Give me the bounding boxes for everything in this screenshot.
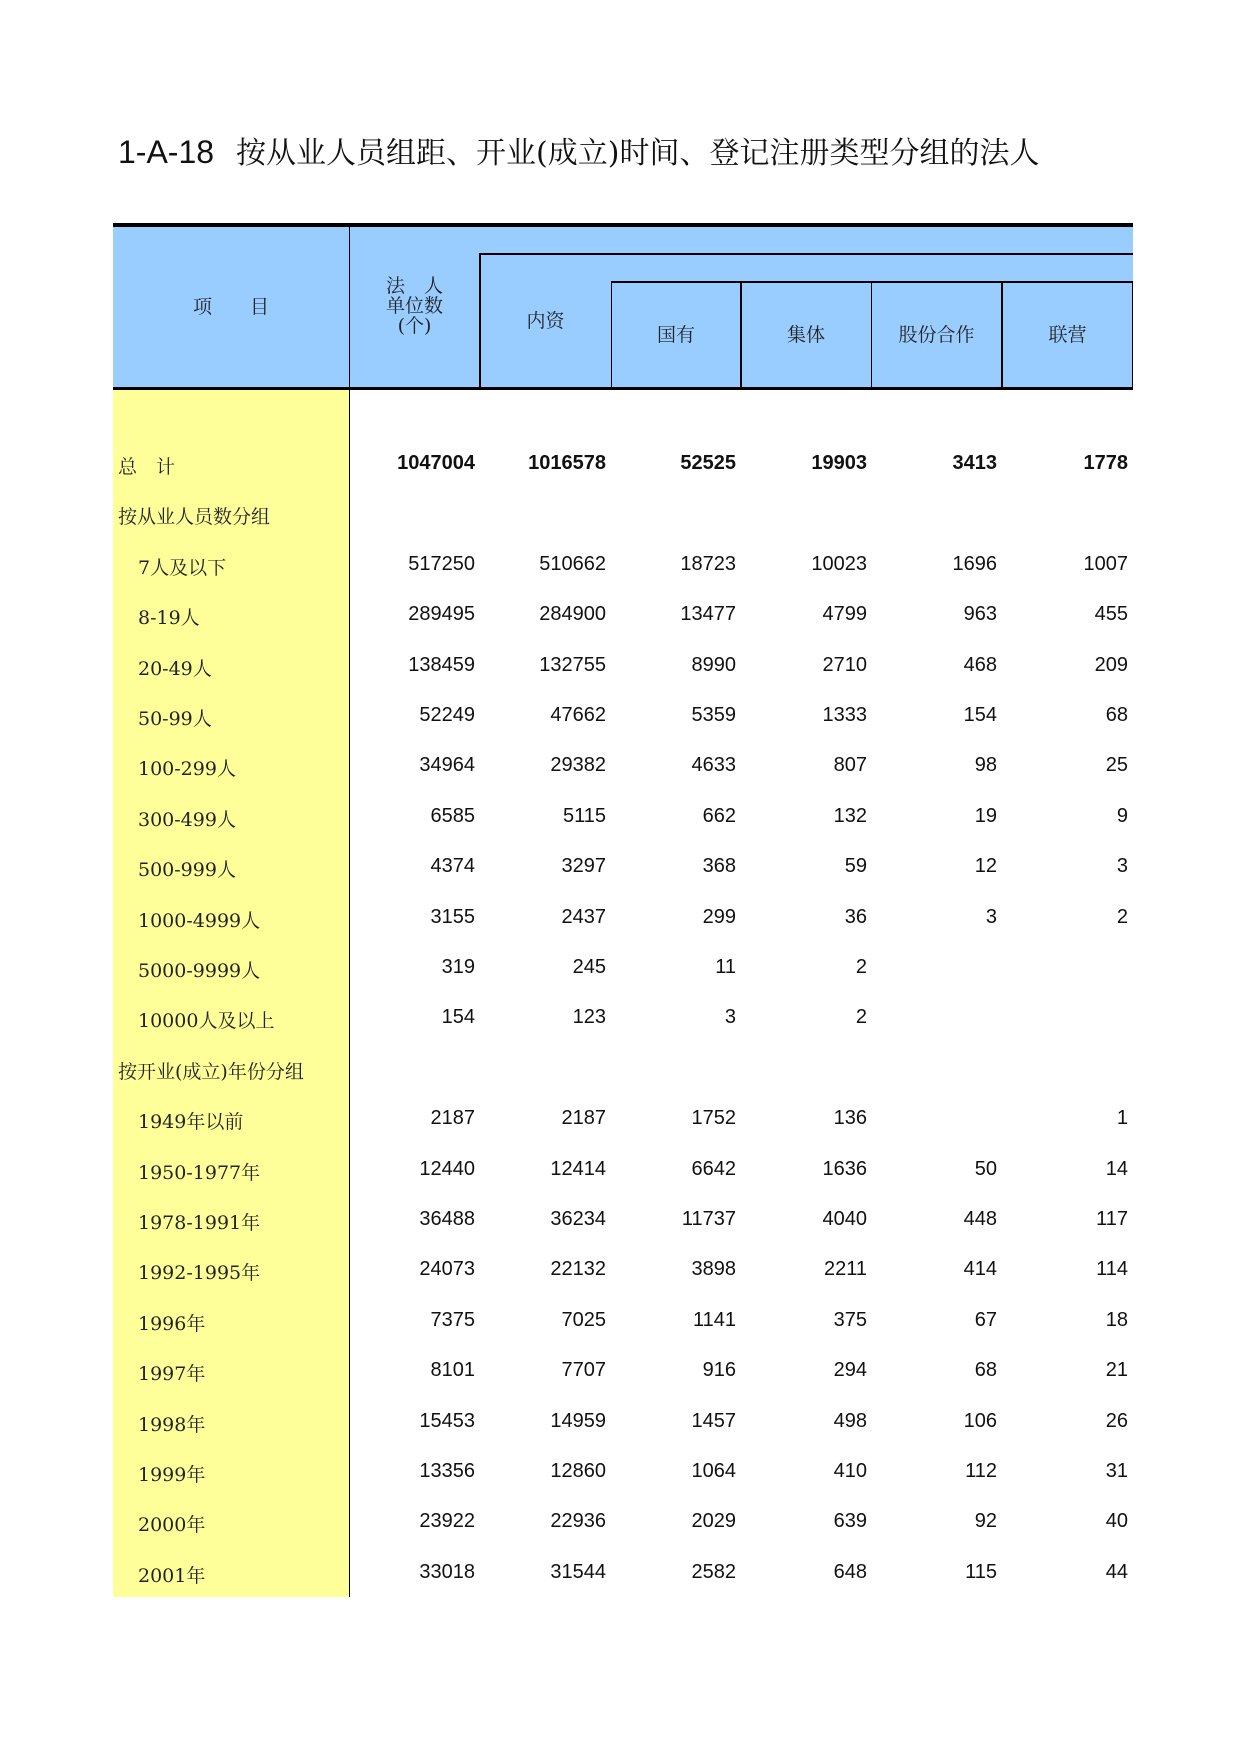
- table-row: [113, 1510, 1133, 1540]
- cell-value: 807: [833, 754, 867, 777]
- cell-value: 4040: [822, 1208, 867, 1230]
- cell-value: 8101: [430, 1359, 475, 1382]
- header-joint-operation: 联营: [1048, 324, 1087, 346]
- cell-value: 294: [833, 1359, 867, 1382]
- row-label: 1949年以前: [138, 1111, 244, 1134]
- cell-value: 50: [974, 1157, 997, 1180]
- cell-value: 1696: [952, 552, 997, 575]
- cell-value: 455: [1094, 603, 1128, 626]
- table-row: [113, 1158, 1133, 1188]
- table-title: 按从业人员组距、开业(成立)时间、登记注册类型分组的法人: [236, 136, 1040, 171]
- cell-value: 448: [963, 1208, 997, 1230]
- cell-value: 68: [1105, 704, 1128, 726]
- cell-value: 12440: [419, 1157, 475, 1180]
- cell-value: 136: [833, 1107, 867, 1130]
- cell-value: 1778: [1083, 452, 1128, 474]
- table-row: [113, 1258, 1133, 1288]
- table-row: [113, 906, 1133, 936]
- table-code: 1-A-18: [118, 134, 215, 170]
- cell-value: 117: [1096, 1208, 1128, 1230]
- cell-value: 1457: [691, 1409, 736, 1432]
- row-label: 1997年: [138, 1363, 206, 1386]
- cell-value: 245: [572, 956, 606, 978]
- cell-value: 10023: [811, 552, 867, 575]
- page-title: [118, 128, 1133, 172]
- row-label: 1000-4999人: [138, 909, 261, 932]
- cell-value: 19: [974, 804, 997, 827]
- cell-value: 414: [963, 1258, 997, 1281]
- cell-value: 517250: [408, 552, 475, 575]
- row-label: 2001年: [138, 1564, 206, 1587]
- header-domestic: 内资: [526, 310, 565, 332]
- cell-value: 132755: [539, 653, 606, 676]
- cell-value: 11: [715, 956, 736, 978]
- table-row: [113, 1309, 1133, 1339]
- cell-value: 299: [702, 905, 736, 928]
- header-units-line: 单位数: [385, 295, 443, 317]
- cell-value: 2187: [430, 1107, 475, 1130]
- cell-value: 3898: [691, 1258, 736, 1281]
- cell-value: 4374: [430, 855, 475, 878]
- cell-value: 648: [833, 1560, 867, 1583]
- cell-value: 132: [833, 804, 867, 827]
- cell-value: 1333: [822, 704, 867, 726]
- cell-value: 24073: [419, 1258, 475, 1281]
- cell-value: 22936: [550, 1510, 606, 1533]
- row-label: 300-499人: [138, 808, 236, 831]
- row-label: 1996年: [138, 1312, 206, 1335]
- table-row: [113, 553, 1133, 583]
- cell-value: 44: [1105, 1560, 1128, 1583]
- header-state-owned: 国有: [656, 324, 695, 346]
- group-heading-row: [113, 502, 1133, 532]
- row-label: 1978-1991年: [138, 1212, 261, 1234]
- cell-value: 1064: [691, 1460, 736, 1482]
- cell-value: 40: [1105, 1510, 1128, 1533]
- cell-value: 9: [1116, 804, 1128, 827]
- table-row: [113, 855, 1133, 885]
- cell-value: 92: [974, 1510, 997, 1533]
- cell-value: 916: [702, 1359, 736, 1382]
- cell-value: 26: [1105, 1409, 1128, 1432]
- row-label: 7人及以下: [138, 556, 227, 579]
- cell-value: 18: [1105, 1308, 1128, 1331]
- header-units-line: 法 人: [385, 275, 443, 297]
- cell-value: 15453: [419, 1409, 475, 1432]
- row-label: 10000人及以上: [138, 1010, 275, 1033]
- cell-value: 3155: [430, 905, 475, 928]
- row-label: 1999年: [138, 1464, 206, 1486]
- cell-value: 12: [974, 855, 997, 878]
- row-label: 按从业人员数分组: [118, 506, 271, 529]
- cell-value: 209: [1094, 653, 1128, 676]
- header-units-line: (个): [397, 315, 432, 337]
- cell-value: 12414: [550, 1157, 606, 1180]
- cell-value: 23922: [419, 1510, 475, 1533]
- cell-value: 1007: [1083, 552, 1128, 575]
- cell-value: 1141: [692, 1308, 736, 1331]
- cell-value: 3297: [561, 855, 606, 878]
- table-row: [113, 1107, 1133, 1137]
- row-label: 500-999人: [138, 859, 236, 882]
- cell-value: 1016578: [528, 452, 606, 474]
- cell-value: 154: [963, 704, 997, 726]
- cell-value: 2710: [822, 653, 867, 676]
- cell-value: 106: [963, 1409, 997, 1432]
- cell-value: 1047004: [397, 452, 475, 474]
- cell-value: 639: [833, 1510, 867, 1533]
- cell-value: 468: [963, 653, 997, 676]
- cell-value: 1752: [691, 1107, 736, 1130]
- table-row: [113, 1006, 1133, 1036]
- header-bottom-rule: [113, 387, 1133, 390]
- cell-value: 2211: [823, 1258, 867, 1281]
- cell-value: 12860: [550, 1460, 606, 1482]
- cell-value: 114: [1096, 1258, 1128, 1281]
- row-label: 100-299人: [138, 758, 236, 781]
- row-label: 1998年: [138, 1413, 206, 1436]
- cell-value: 3413: [952, 452, 997, 474]
- header-top-rule: [113, 223, 1133, 227]
- cell-value: 963: [963, 603, 997, 626]
- group-heading-row: [113, 1057, 1133, 1087]
- cell-value: 2: [855, 956, 867, 978]
- cell-value: 25: [1105, 754, 1128, 777]
- cell-value: 33018: [419, 1560, 475, 1583]
- cell-value: 31: [1105, 1460, 1128, 1482]
- cell-value: 29382: [550, 754, 606, 777]
- cell-value: 7375: [430, 1308, 475, 1331]
- cell-value: 498: [833, 1409, 867, 1432]
- cell-value: 36488: [419, 1208, 475, 1230]
- cell-value: 34964: [419, 754, 475, 777]
- header-joint-stock: 股份合作: [898, 324, 975, 346]
- table-row: [113, 1460, 1133, 1490]
- cell-value: 3: [985, 905, 997, 928]
- row-label: 5000-9999人: [138, 960, 261, 982]
- cell-value: 14959: [550, 1409, 606, 1432]
- header-item: 项 目: [192, 296, 269, 318]
- cell-value: 7707: [561, 1359, 606, 1382]
- cell-value: 2: [1116, 905, 1128, 928]
- cell-value: 289495: [408, 603, 475, 626]
- table-row: [113, 654, 1133, 684]
- row-label: 总 计: [118, 456, 176, 478]
- cell-value: 11737: [681, 1208, 736, 1230]
- domestic-rule: [480, 253, 1133, 255]
- cell-value: 36: [844, 905, 867, 928]
- cell-value: 19903: [811, 452, 867, 474]
- table-row: [113, 754, 1133, 784]
- cell-value: 510662: [539, 552, 606, 575]
- cell-value: 47662: [550, 704, 606, 726]
- cell-value: 52249: [419, 704, 475, 726]
- cell-value: 662: [702, 804, 736, 827]
- subtype-rule: [611, 281, 1133, 283]
- table-row: [113, 1359, 1133, 1389]
- table-row: [113, 1561, 1133, 1591]
- cell-value: 3: [724, 1006, 736, 1029]
- total-row: [113, 452, 1133, 482]
- table-row: [113, 603, 1133, 633]
- table-row: [113, 704, 1133, 734]
- cell-value: 14: [1105, 1157, 1128, 1180]
- row-label: 1950-1977年: [138, 1161, 261, 1184]
- cell-value: 13356: [419, 1460, 475, 1482]
- cell-value: 2029: [691, 1510, 736, 1533]
- cell-value: 67: [974, 1308, 997, 1331]
- cell-value: 5359: [691, 704, 736, 726]
- table-row: [113, 1410, 1133, 1440]
- row-label: 50-99人: [138, 708, 212, 730]
- cell-value: 4633: [691, 754, 736, 777]
- cell-value: 52525: [680, 452, 736, 474]
- cell-value: 2187: [561, 1107, 606, 1130]
- cell-value: 2582: [691, 1560, 736, 1583]
- cell-value: 410: [833, 1460, 867, 1482]
- cell-value: 6585: [430, 804, 475, 827]
- table-row: [113, 805, 1133, 835]
- cell-value: 5115: [562, 804, 606, 827]
- cell-value: 8990: [691, 653, 736, 676]
- cell-value: 112: [965, 1460, 997, 1482]
- cell-value: 1: [1116, 1107, 1128, 1130]
- row-label: 按开业(成立)年份分组: [118, 1060, 304, 1083]
- row-label: 8-19人: [138, 607, 200, 630]
- cell-value: 21: [1105, 1359, 1128, 1382]
- header-units: [349, 276, 480, 336]
- cell-value: 3: [1116, 855, 1128, 878]
- cell-value: 115: [965, 1560, 997, 1583]
- cell-value: 59: [844, 855, 867, 878]
- cell-value: 368: [702, 855, 736, 878]
- cell-value: 7025: [561, 1308, 606, 1331]
- cell-value: 4799: [822, 603, 867, 626]
- cell-value: 123: [572, 1006, 606, 1029]
- cell-value: 1636: [822, 1157, 867, 1180]
- cell-value: 13477: [680, 603, 736, 626]
- cell-value: 6642: [691, 1157, 736, 1180]
- cell-value: 68: [974, 1359, 997, 1382]
- row-label: 20-49人: [138, 657, 212, 680]
- row-label: 2000年: [138, 1514, 206, 1537]
- cell-value: 36234: [550, 1208, 606, 1230]
- cell-value: 98: [974, 754, 997, 777]
- cell-value: 31544: [550, 1560, 606, 1583]
- header-collective: 集体: [786, 324, 825, 346]
- cell-value: 2437: [561, 905, 606, 928]
- cell-value: 22132: [550, 1258, 606, 1281]
- row-label: 1992-1995年: [138, 1262, 261, 1285]
- cell-value: 284900: [539, 603, 606, 626]
- cell-value: 2: [855, 1006, 867, 1029]
- cell-value: 319: [441, 956, 475, 978]
- cell-value: 18723: [680, 552, 736, 575]
- cell-value: 138459: [408, 653, 475, 676]
- cell-value: 154: [441, 1006, 475, 1029]
- table-row: [113, 1208, 1133, 1238]
- cell-value: 375: [833, 1308, 867, 1331]
- table-row: [113, 956, 1133, 986]
